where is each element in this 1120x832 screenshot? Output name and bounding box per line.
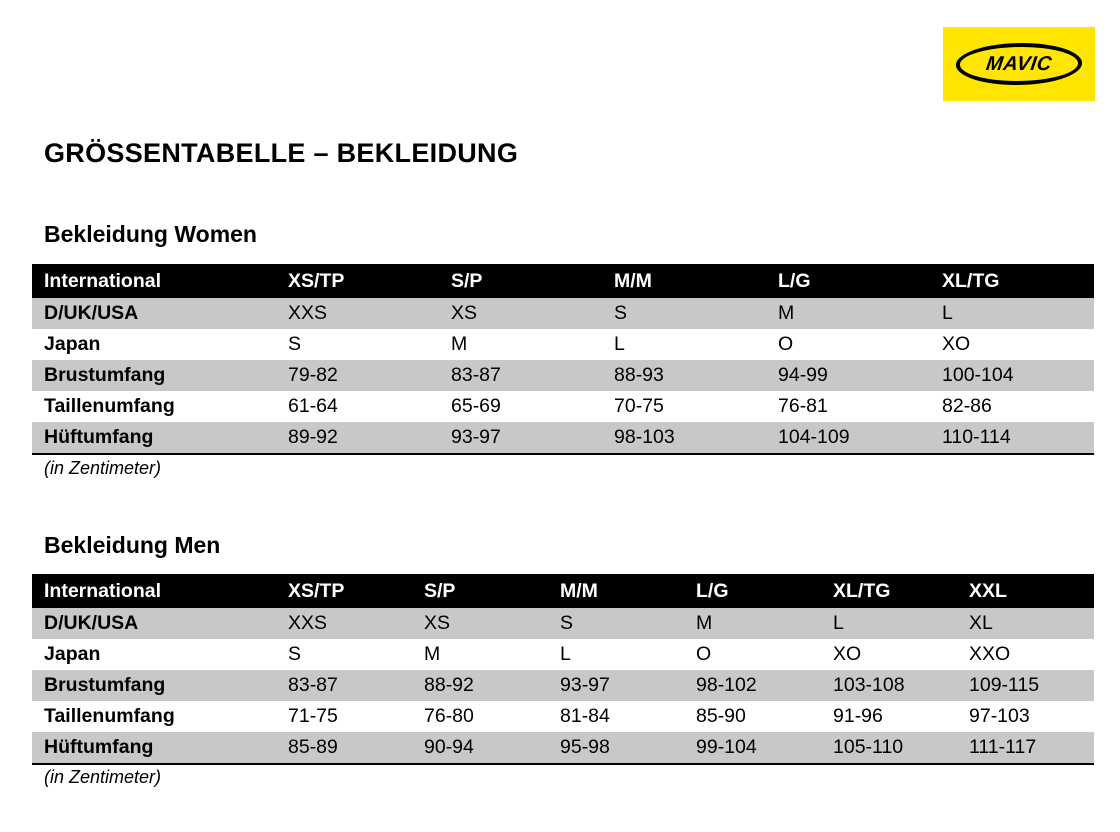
table-row — [32, 639, 1094, 670]
mavic-logo — [943, 27, 1095, 101]
row-label: Japan — [32, 639, 276, 670]
row-label: Japan — [32, 329, 276, 360]
table-cell: 91-96 — [821, 701, 957, 732]
table-cell: 109-115 — [957, 670, 1094, 701]
table-cell: XO — [821, 639, 957, 670]
table-cell: XS — [412, 608, 548, 639]
table-cell: 97-103 — [957, 701, 1094, 732]
table-cell: L — [602, 329, 766, 360]
table-cell: 90-94 — [412, 732, 548, 764]
header-cell: L/G — [684, 574, 821, 608]
table-cell: XL — [957, 608, 1094, 639]
table-cell: L — [548, 639, 684, 670]
table-cell: 85-89 — [276, 732, 412, 764]
header-cell: International — [32, 264, 276, 298]
header-cell: XS/TP — [276, 264, 439, 298]
header-cell: XS/TP — [276, 574, 412, 608]
table-cell: XXS — [276, 608, 412, 639]
header-cell: S/P — [412, 574, 548, 608]
header-cell: XXL — [957, 574, 1094, 608]
table-cell: O — [684, 639, 821, 670]
table-row — [32, 608, 1094, 639]
table-cell: 83-87 — [439, 360, 602, 391]
men-unit-note: (in Zentimeter) — [44, 767, 162, 787]
table-cell: 88-93 — [602, 360, 766, 391]
table-cell: 85-90 — [684, 701, 821, 732]
table-cell: 103-108 — [821, 670, 957, 701]
table-cell: 65-69 — [439, 391, 602, 422]
table-cell: XXO — [957, 639, 1094, 670]
women-unit-note: (in Zentimeter) — [44, 458, 162, 478]
row-label: Brustumfang — [32, 670, 276, 701]
table-cell: M — [766, 298, 930, 329]
header-cell: M/M — [602, 264, 766, 298]
table-cell: XXS — [276, 298, 439, 329]
table-row — [32, 391, 1094, 422]
table-cell: M — [412, 639, 548, 670]
header-cell: XL/TG — [930, 264, 1094, 298]
table-cell: S — [602, 298, 766, 329]
table-cell: 94-99 — [766, 360, 930, 391]
men-section-title: Bekleidung Men — [44, 532, 221, 558]
table-cell: XS — [439, 298, 602, 329]
table-cell: 83-87 — [276, 670, 412, 701]
header-cell: XL/TG — [821, 574, 957, 608]
table-row — [32, 732, 1094, 764]
table-cell: 95-98 — [548, 732, 684, 764]
table-cell: 70-75 — [602, 391, 766, 422]
table-cell: 110-114 — [930, 422, 1094, 454]
table-cell: S — [548, 608, 684, 639]
table-cell: 81-84 — [548, 701, 684, 732]
table-cell: 61-64 — [276, 391, 439, 422]
table-row — [32, 298, 1094, 329]
row-label: Taillenumfang — [32, 391, 276, 422]
row-label: Hüftumfang — [32, 422, 276, 454]
header-cell: International — [32, 574, 276, 608]
table-cell: O — [766, 329, 930, 360]
table-row — [32, 422, 1094, 454]
header-cell: S/P — [439, 264, 602, 298]
table-cell: 98-102 — [684, 670, 821, 701]
table-row — [32, 670, 1094, 701]
table-cell: L — [930, 298, 1094, 329]
table-cell: 79-82 — [276, 360, 439, 391]
table-cell: S — [276, 329, 439, 360]
table-cell: 76-80 — [412, 701, 548, 732]
page-title: GRÖSSENTABELLE – BEKLEIDUNG — [44, 138, 519, 168]
row-label: D/UK/USA — [32, 608, 276, 639]
table-cell: 76-81 — [766, 391, 930, 422]
table-cell: S — [276, 639, 412, 670]
table-cell: M — [439, 329, 602, 360]
header-cell: L/G — [766, 264, 930, 298]
row-label: Hüftumfang — [32, 732, 276, 764]
table-cell: 93-97 — [548, 670, 684, 701]
row-label: Brustumfang — [32, 360, 276, 391]
men-size-table — [32, 574, 1094, 765]
table-row — [32, 701, 1094, 732]
table-cell: 93-97 — [439, 422, 602, 454]
header-cell: M/M — [548, 574, 684, 608]
table-cell: 98-103 — [602, 422, 766, 454]
table-cell: XO — [930, 329, 1094, 360]
table-cell: 100-104 — [930, 360, 1094, 391]
table-cell: 89-92 — [276, 422, 439, 454]
women-header-row — [32, 264, 1094, 298]
table-row — [32, 329, 1094, 360]
women-size-table — [32, 264, 1094, 455]
table-cell: 104-109 — [766, 422, 930, 454]
men-header-row — [32, 574, 1094, 608]
table-cell: 105-110 — [821, 732, 957, 764]
table-cell: 99-104 — [684, 732, 821, 764]
women-section-title: Bekleidung Women — [44, 221, 257, 247]
logo-text: MAVIC — [984, 52, 1054, 75]
table-cell: 82-86 — [930, 391, 1094, 422]
table-cell: 71-75 — [276, 701, 412, 732]
table-row — [32, 360, 1094, 391]
row-label: Taillenumfang — [32, 701, 276, 732]
row-label: D/UK/USA — [32, 298, 276, 329]
logo-oval — [953, 43, 1085, 85]
table-cell: 88-92 — [412, 670, 548, 701]
table-cell: M — [684, 608, 821, 639]
table-cell: 111-117 — [957, 732, 1094, 764]
table-cell: L — [821, 608, 957, 639]
